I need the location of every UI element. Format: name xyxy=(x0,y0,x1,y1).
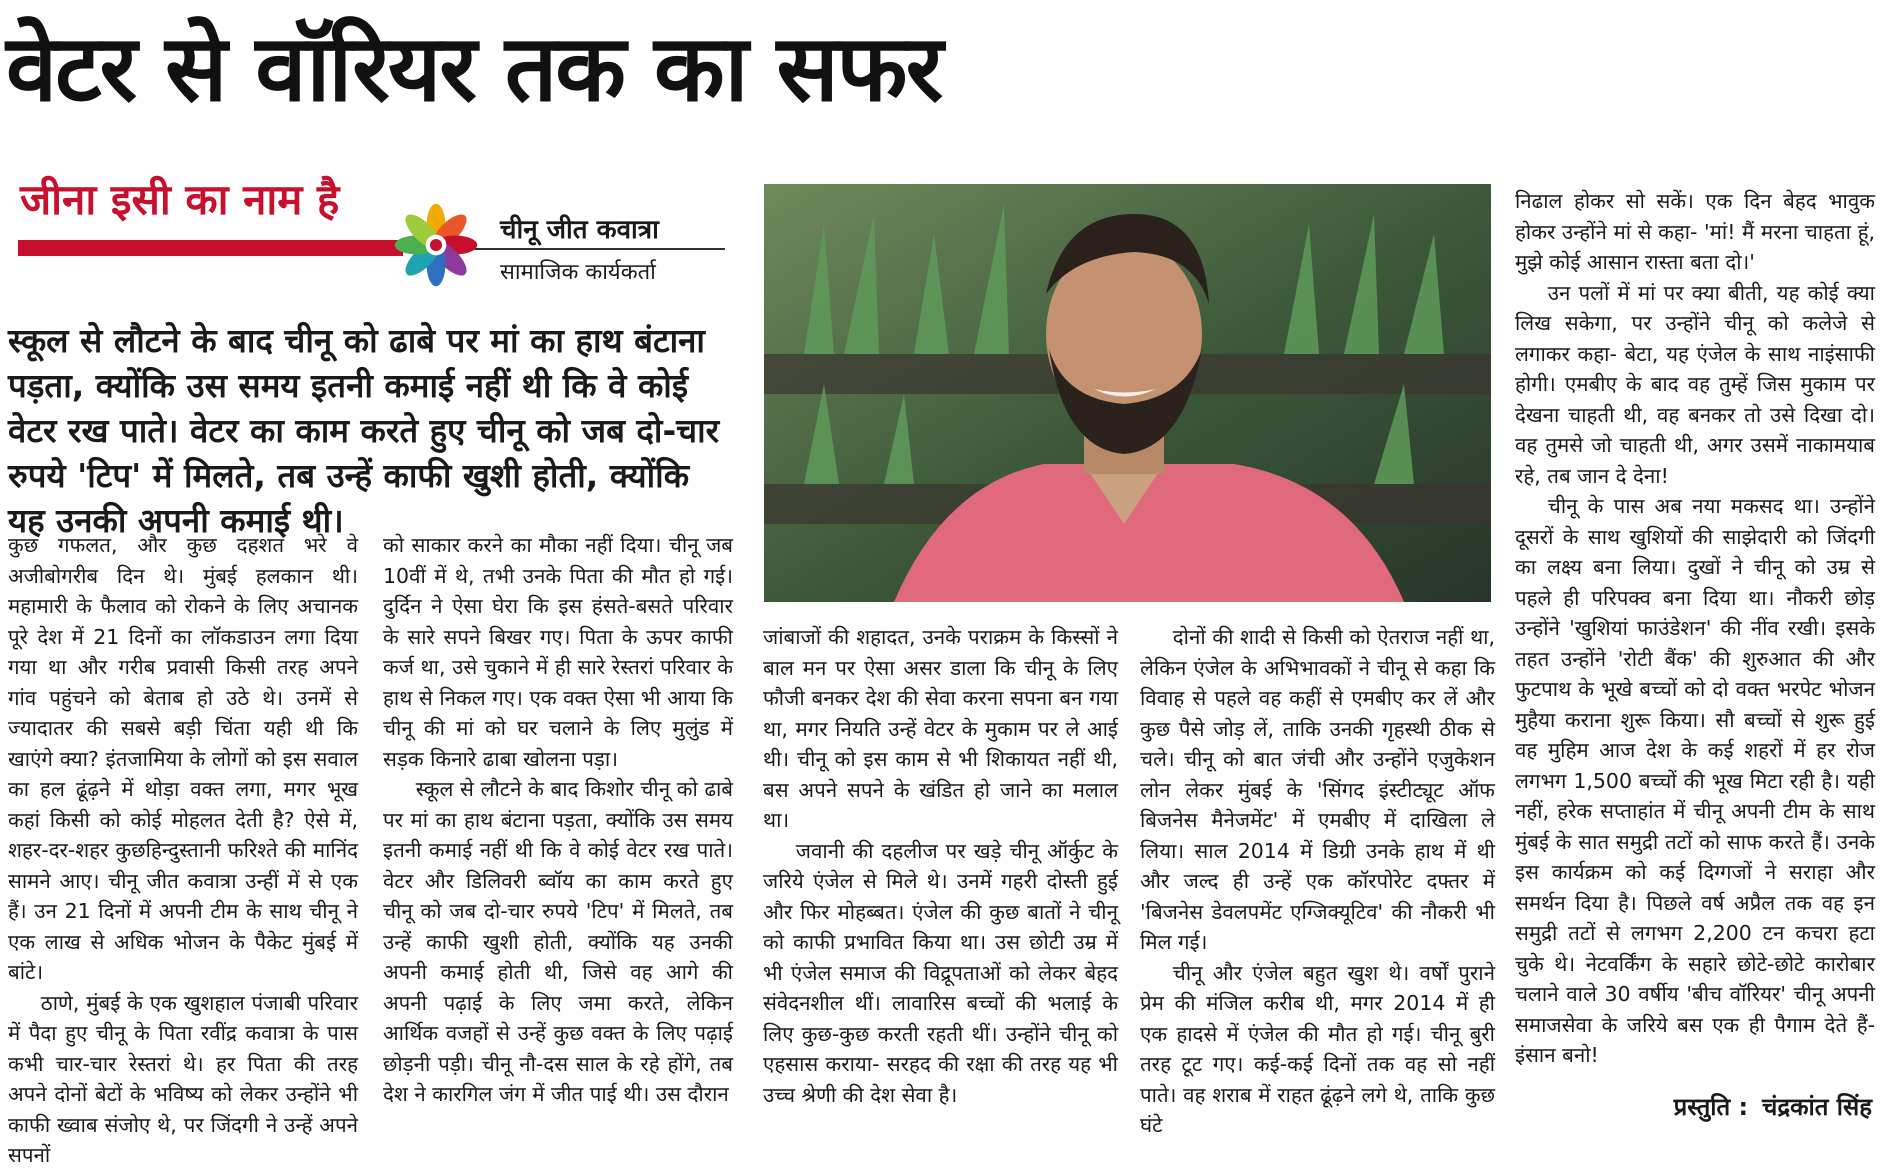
article-paragraph: जवानी की दहलीज पर खड़े चीनू ऑर्कुट के जरिये एंजेल से मिले थे। उनमें गहरी दोस्ती हुई और फिर मोहब्बत। एंजेल की कुछ बातों ने चीनू को काफी प्रभावित किया था। उस छोटी उम्र में भी एंजेल समाज की विद्रूपताओं को लेकर बेहद संवेदनशील थीं। लावारिस बच्चों की भलाई के लिए कुछ-कुछ करती रहती थीं। उन्होंने चीनू को एहसास कराया- सरहद की रक्षा की तरह यह भी उच्च श्रेणी की देश सेवा है। xyxy=(763,838,1118,1107)
article-paragraph: दोनों की शादी से किसी को ऐतराज नहीं था, लेकिन एंजेल के अभिभावकों ने चीनू से कहा कि विवाह से पहले वह कहीं से एमबीए कर लें और कुछ पैसे जोड़ लें, ताकि उनकी गृहस्थी ठीक से चले। चीनू को बात जंची और उन्होंने एजुकेशन लोन लेकर मुंबई के 'सिंगद इंस्टीट्यूट ऑफ बिजनेस मैनेजमेंट' में एमबीए में दाखिला ले लिया। साल 2014 में डिग्री उनके हाथ में थी और जल्द ही उन्हें एक कॉरपोरेट दफ्तर में 'बिजनेस डेवलपमेंट एग्जिक्यूटिव' की नौकरी भी मिल गई। xyxy=(1140,625,1495,954)
article-paragraph: उन पलों में मां पर क्या बीती, यह कोई क्या लिख सकेगा, पर उन्होंने चीनू को कलेजे से लगाकर कहा- बेटा, यह एंजेल के साथ नाइंसाफी होगी। एमबीए के बाद वह तुम्हें जिस मुकाम पर देखना चाहती थी, वह बनकर तो उसे दिखा दो। वह तुमसे जो चाहती थी, अगर उसमें नाकामयाब रहे, तब जान दे देना! xyxy=(1515,280,1875,488)
article-column-3 xyxy=(763,622,1118,1115)
article-paragraph: कुछ गफलत, और कुछ दहशत भरे वे अजीबोगरीब दिन थे। मुंबई हलकान थी। महामारी के फैलाव को रोकने के लिए अचानक पूरे देश में 21 दिनों का लॉकडाउन लगा दिया गया था और गरीब प्रवासी किसी तरह अपने गांव पहुंचने को बेताब हो उठे थे। उनमें से ज्यादातर की सबसे बड़ी चिंता यही थी कि खाएंगे क्या? इंतजामिया के लोगों को इस सवाल का हल ढूंढ़ने में थोड़ा वक्त लगा, मगर भूख कहां किसी को कोई मोहलत देती है? ऐसे में, शहर-दर-शहर कुछहिन्दुस्तानी फरिश्ते की मानिंद सामने आए। चीनू जीत कवात्रा उन्हीं में से एक हैं। उन 21 दिनों में अपनी टीम के साथ चीनू ने एक लाख से अधिक भोजन के पैकेट मुंबई में बांटे। xyxy=(8,533,358,984)
byline xyxy=(1660,1090,1872,1123)
article-column-4 xyxy=(1140,622,1495,1137)
portrait-photo xyxy=(764,184,1491,602)
article-paragraph: स्कूल से लौटने के बाद किशोर चीनू को ढाबे पर मां का हाथ बंटाना पड़ता, क्योंकि उस समय इतनी कमाई नहीं थी कि वे कोई वेटर रख पाते। वेटर और डिलिवरी ब्वॉय का काम करते हुए चीनू को जब दो-चार रुपये 'टिप' में मिलते, तब उन्हें काफी खुशी होती, क्योंकि यह उनकी अपनी कमाई होती थी, जिसे वह आगे की अपनी पढ़ाई के लिए जमा करते, लेकिन आर्थिक वजहों से उन्हें कुछ वक्त के लिए पढ़ाई छोड़नी पड़ी। चीनू नौ-दस साल के रहे होंगे, तब देश ने कारगिल जंग में जीत पाई थी। उस दौरान xyxy=(383,777,733,1106)
byline-label: प्रस्तुति : xyxy=(1673,1093,1749,1121)
headline: वेटर से वॉरियर तक का सफर xyxy=(6,15,942,122)
article-paragraph: जांबाजों की शहादत, उनके पराक्रम के किस्सों ने बाल मन पर ऐसा असर डाला कि चीनू के लिए फौजी बनकर देश की सेवा करना सपना बन गया था, मगर नियति उन्हें वेटर के मुकाम पर ले आई थी। चीनू को इस काम से भी शिकायत नहीं थी, बस अपने सपने के खंडित हो जाने का मलाल था। xyxy=(763,625,1118,832)
author-role: सामाजिक कार्यकर्ता xyxy=(500,260,656,285)
article-paragraph: को साकार करने का मौका नहीं दिया। चीनू जब 10वीं में थे, तभी उनके पिता की मौत हो गई। दुर्दिन ने ऐसा घेरा कि इस हंसते-बसते परिवार के सारे सपने बिखर गए। पिता के ऊपर काफी कर्ज था, उसे चुकाने में ही सारे रेस्तरां परिवार के हाथ से निकल गए। एक वक्त ऐसा भी आया कि चीनू की मां को घर चलाने के लिए मुलुंड में सड़क किनारे ढाबा खोलना पड़ा। xyxy=(383,533,733,771)
author-name: चीनू जीत कवात्रा xyxy=(500,215,659,245)
flower-logo-icon xyxy=(393,202,479,288)
byline-name: चंद्रकांत सिंह xyxy=(1762,1093,1872,1121)
article-column-5 xyxy=(1515,186,1875,1086)
article-column-2 xyxy=(383,530,733,1115)
article-paragraph: ठाणे, मुंबई के एक खुशहाल पंजाबी परिवार में पैदा हुए चीनू के पिता रवींद्र कवात्रा के पास कभी चार-चार रेस्तरां थे। हर पिता की तरह अपने दोनों बेटों के भविष्य को लेकर उन्होंने भी काफी ख्वाब संजोए थे, पर जिंदगी ने उन्हें अपने सपनों xyxy=(8,990,358,1167)
article-paragraph: चीनू के पास अब नया मकसद था। उन्होंने दूसरों के साथ खुशियों की साझेदारी को जिंदगी का लक्ष्य बना लिया। दुखों ने चीनू को उम्र से पहले ही परिपक्व बना दिया था। नौकरी छोड़ उन्होंने 'खुशियां फाउंडेशन' की नींव रखी। इसके तहत उन्होंने 'रोटी बैंक' की शुरुआत की और फुटपाथ के भूखे बच्चों को दो वक्त भरपेट भोजन मुहैया कराना शुरू किया। सौ बच्चों से शुरू हुई वह मुहिम आज देश के कई शहरों में हर रोज लगभग 1,500 बच्चों की भूख मिटा रही है। यही नहीं, हरेक सप्ताहांत में चीनू अपनी टीम के साथ मुंबई के सात समुद्री तटों को साफ करते हैं। उनके इस कार्यक्रम को कई दिग्गजों ने सराहा और समर्थन दिया है। पिछले वर्ष अप्रैल तक वह इन समुद्री तटों से लगभग 2,200 टन कचरा हटा चुके थे। नेटवर्किंग के सहारे छोटे-छोटे कारोबार चलाने वाले 30 वर्षीय 'बीच वॉरियर' चीनू अपनी समाजसेवा के जरिये बस एक ही पैगाम देते हैं- इंसान बनो! xyxy=(1515,494,1875,1067)
intro-paragraph: स्कूल से लौटने के बाद चीनू को ढाबे पर मां का हाथ बंटाना पड़ता, क्योंकि उस समय इतनी कमाई नहीं थी कि वे कोई वेटर रख पाते। वेटर का काम करते हुए चीनू को जब दो-चार रुपये 'टिप' में मिलते, तब उन्हें काफी खुशी होती, क्योंकि यह उनकी अपनी कमाई थी। xyxy=(8,321,720,540)
section-rule xyxy=(18,240,403,256)
section-kicker: जीना इसी का नाम है xyxy=(20,175,340,224)
article-paragraph: निढाल होकर सो सकें। एक दिन बेहद भावुक होकर उन्होंने मां से कहा- 'मां! मैं मरना चाहता हूं, मुझे कोई आसान रास्ता बता दो।' xyxy=(1515,189,1875,274)
article-column-1 xyxy=(8,530,358,1167)
article-paragraph: चीनू और एंजेल बहुत खुश थे। वर्षों पुराने प्रेम की मंजिल करीब थी, मगर 2014 में ही एक हादसे में एंजेल की मौत हो गई। चीनू बुरी तरह टूट गए। कई-कई दिनों तक वह सो नहीं पाते। वह शराब में राहत ढूंढ़ने लगे थे, ताकि कुछ घंटे xyxy=(1140,960,1495,1137)
